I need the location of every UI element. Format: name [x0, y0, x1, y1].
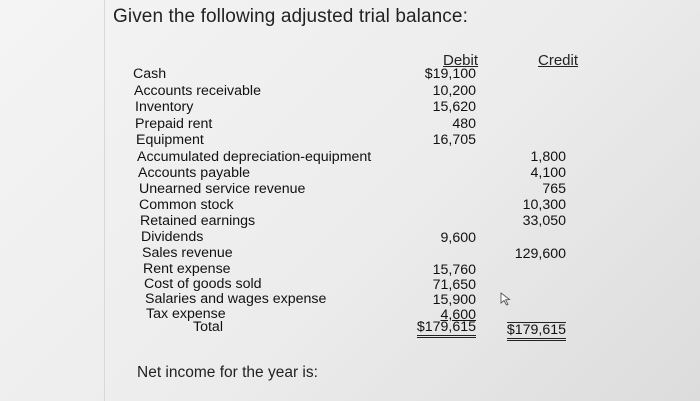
total-label: Total: [193, 319, 223, 335]
credit-amount: 1,800: [530, 149, 566, 165]
credit-amount: 10,300: [522, 197, 566, 213]
account-label: Dividends: [141, 229, 204, 245]
account-label: Tax expense: [146, 306, 226, 322]
credit-amount: 129,600: [514, 246, 566, 262]
account-label: Unearned service revenue: [139, 181, 306, 197]
debit-amount: 16,705: [432, 132, 476, 148]
account-label: Cash: [133, 66, 167, 82]
account-label: Accumulated depreciation-equipment: [137, 149, 372, 165]
debit-amount: 15,760: [432, 262, 476, 278]
account-label: Cost of goods sold: [144, 276, 262, 292]
account-label: Accounts payable: [138, 165, 250, 181]
account-label: Salaries and wages expense: [145, 291, 327, 307]
account-label: Inventory: [135, 99, 194, 115]
credit-column-header: Credit: [538, 52, 579, 69]
mouse-pointer-icon: [500, 292, 512, 306]
question-prompt: Net income for the year is:: [137, 364, 318, 381]
debit-column-header: Debit: [443, 52, 479, 69]
debit-amount: 71,650: [432, 277, 476, 293]
total-credit: $179,615: [507, 322, 566, 341]
account-label: Equipment: [136, 132, 204, 148]
debit-amount: $19,100: [424, 66, 476, 82]
debit-amount: 9,600: [440, 230, 476, 246]
debit-amount: 4,600: [440, 307, 476, 323]
account-label: Accounts receivable: [134, 83, 261, 99]
debit-amount: 480: [452, 116, 476, 132]
debit-amount: 15,900: [432, 292, 476, 308]
account-label: Rent expense: [143, 261, 231, 277]
account-label: Common stock: [139, 197, 234, 213]
credit-amount: 4,100: [530, 165, 566, 181]
total-debit: $179,615: [417, 320, 476, 338]
debit-amount: 15,620: [432, 99, 476, 115]
debit-amount: 10,200: [432, 83, 476, 99]
page-title: Given the following adjusted trial balance:: [113, 6, 468, 27]
account-label: Retained earnings: [140, 213, 256, 229]
account-label: Sales revenue: [142, 245, 233, 261]
credit-amount: 765: [542, 181, 566, 197]
credit-amount: 33,050: [522, 213, 566, 229]
account-label: Prepaid rent: [135, 116, 213, 132]
